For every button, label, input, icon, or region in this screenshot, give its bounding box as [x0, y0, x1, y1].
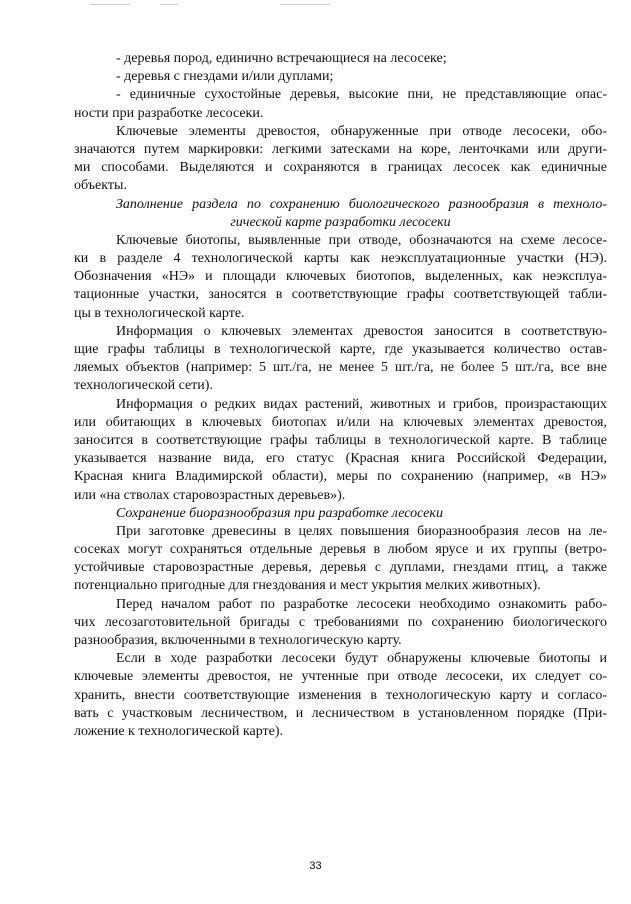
- paragraph-line: чих лесозаготовительной бригады с требованиями по сохранению биологического: [74, 614, 607, 630]
- paragraph-line: щие графы таблицы в технологической карте, где указывается количество остав-: [74, 342, 607, 357]
- paragraph-line: Информация о ключевых элементах древостоя заносится в соответствую-: [116, 323, 607, 339]
- paragraph-line: или «на стволах старовозрастных деревьев»).: [74, 487, 346, 503]
- document-body: [74, 50, 607, 741]
- paragraph-line: Красная книга Владимирской области), меры по сохранению (например, «в НЭ»: [74, 469, 607, 485]
- scan-artifacts: [90, 4, 350, 8]
- paragraph-line: Обозначения «НЭ» и площади ключевых биотопов, выделенных, как неэксплуа-: [74, 269, 607, 285]
- paragraph-line: цы в технологической карте.: [74, 305, 245, 321]
- paragraph-line: хранить, внести соответствующие изменения в технологическую карту и согласо-: [74, 687, 607, 703]
- paragraph-line: устойчивые старовозрастные деревья, деревья с дуплами, гнездами птиц, а также: [74, 560, 607, 576]
- paragraph-line: ки в разделе 4 технологической карты как неэксплуатационные участки (НЭ).: [74, 251, 607, 267]
- paragraph-line: ляемых объектов (например: 5 шт./га, не менее 5 шт./га, не более 5 шт./га, все вне: [74, 360, 607, 376]
- paragraph-line: Перед началом работ по разработке лесосеки необходимо ознакомить рабо-: [116, 596, 607, 612]
- paragraph-line: или обитающих в ключевых биотопах и/или на ключевых элементах древостоя,: [74, 414, 607, 430]
- paragraph-line: Информация о редких видах растений, животных и грибов, произрастающих: [116, 396, 607, 412]
- paragraph-line: потенциально пригодные для гнездования и мест укрытия мелких животных).: [74, 578, 541, 594]
- section-heading: гической карте разработки лесосеки: [230, 214, 451, 230]
- page-number: 33: [309, 860, 322, 872]
- bullet-line: - единичные сухостойные деревья, высокие пни, не представляющие опас-: [116, 87, 607, 103]
- section-heading: Сохранение биоразнообразия при разработке лесосеки: [116, 505, 443, 521]
- section-heading: Заполнение раздела по сохранению биологического разнообразия в техноло-: [116, 196, 607, 212]
- bullet-line: - деревья с гнездами и/или дуплами;: [116, 69, 334, 85]
- paragraph-line: сосеках могут сохраняться отдельные деревья в любом ярусе и их группы (ветро-: [74, 542, 607, 558]
- paragraph-line: Если в ходе разработки лесосеки будут обнаружены ключевые биотопы и: [116, 651, 607, 667]
- paragraph-line: технологической сети).: [74, 378, 213, 394]
- paragraph-line: объекты.: [74, 178, 127, 194]
- paragraph-line: ложение к технологической карте).: [74, 723, 284, 739]
- paragraph-line: заносится в соответствующие графы таблицы в технологической карте. В таблице: [74, 432, 607, 448]
- paragraph-line: разнообразия, включенными в технологическую карту.: [74, 633, 402, 648]
- paragraph-line: При заготовке древесины в целях повышения биоразнообразия лесов на ле-: [116, 523, 607, 539]
- bullet-line: - деревья пород, единично встречающиеся на лесосеке;: [116, 51, 447, 66]
- paragraph-line: ми способами. Выделяются и сохраняются в границах лесосек как единичные: [74, 160, 607, 176]
- paragraph-line: значаются путем маркировки: легкими затесками на коре, ленточками или други-: [74, 141, 607, 157]
- paragraph-line: указывается название вида, его статус (Красная книга Российской Федерации,: [74, 451, 607, 467]
- bullet-line: ности при разработке лесосеки.: [74, 105, 264, 121]
- paragraph-line: Ключевые биотопы, выявленные при отводе, обозначаются на схеме лесосе-: [116, 232, 607, 248]
- paragraph-line: тационные участки, заносятся в соответствующие графы соответствующей табли-: [74, 287, 607, 303]
- paragraph-line: Ключевые элементы древостоя, обнаруженные при отводе лесосеки, обо-: [116, 123, 607, 139]
- paragraph-line: ключевые элементы древостоя, не учтенные при отводе лесосеки, их следует со-: [74, 669, 607, 685]
- paragraph-line: вать с участковым лесничеством, и лесничеством в установленном порядке (При-: [74, 705, 607, 721]
